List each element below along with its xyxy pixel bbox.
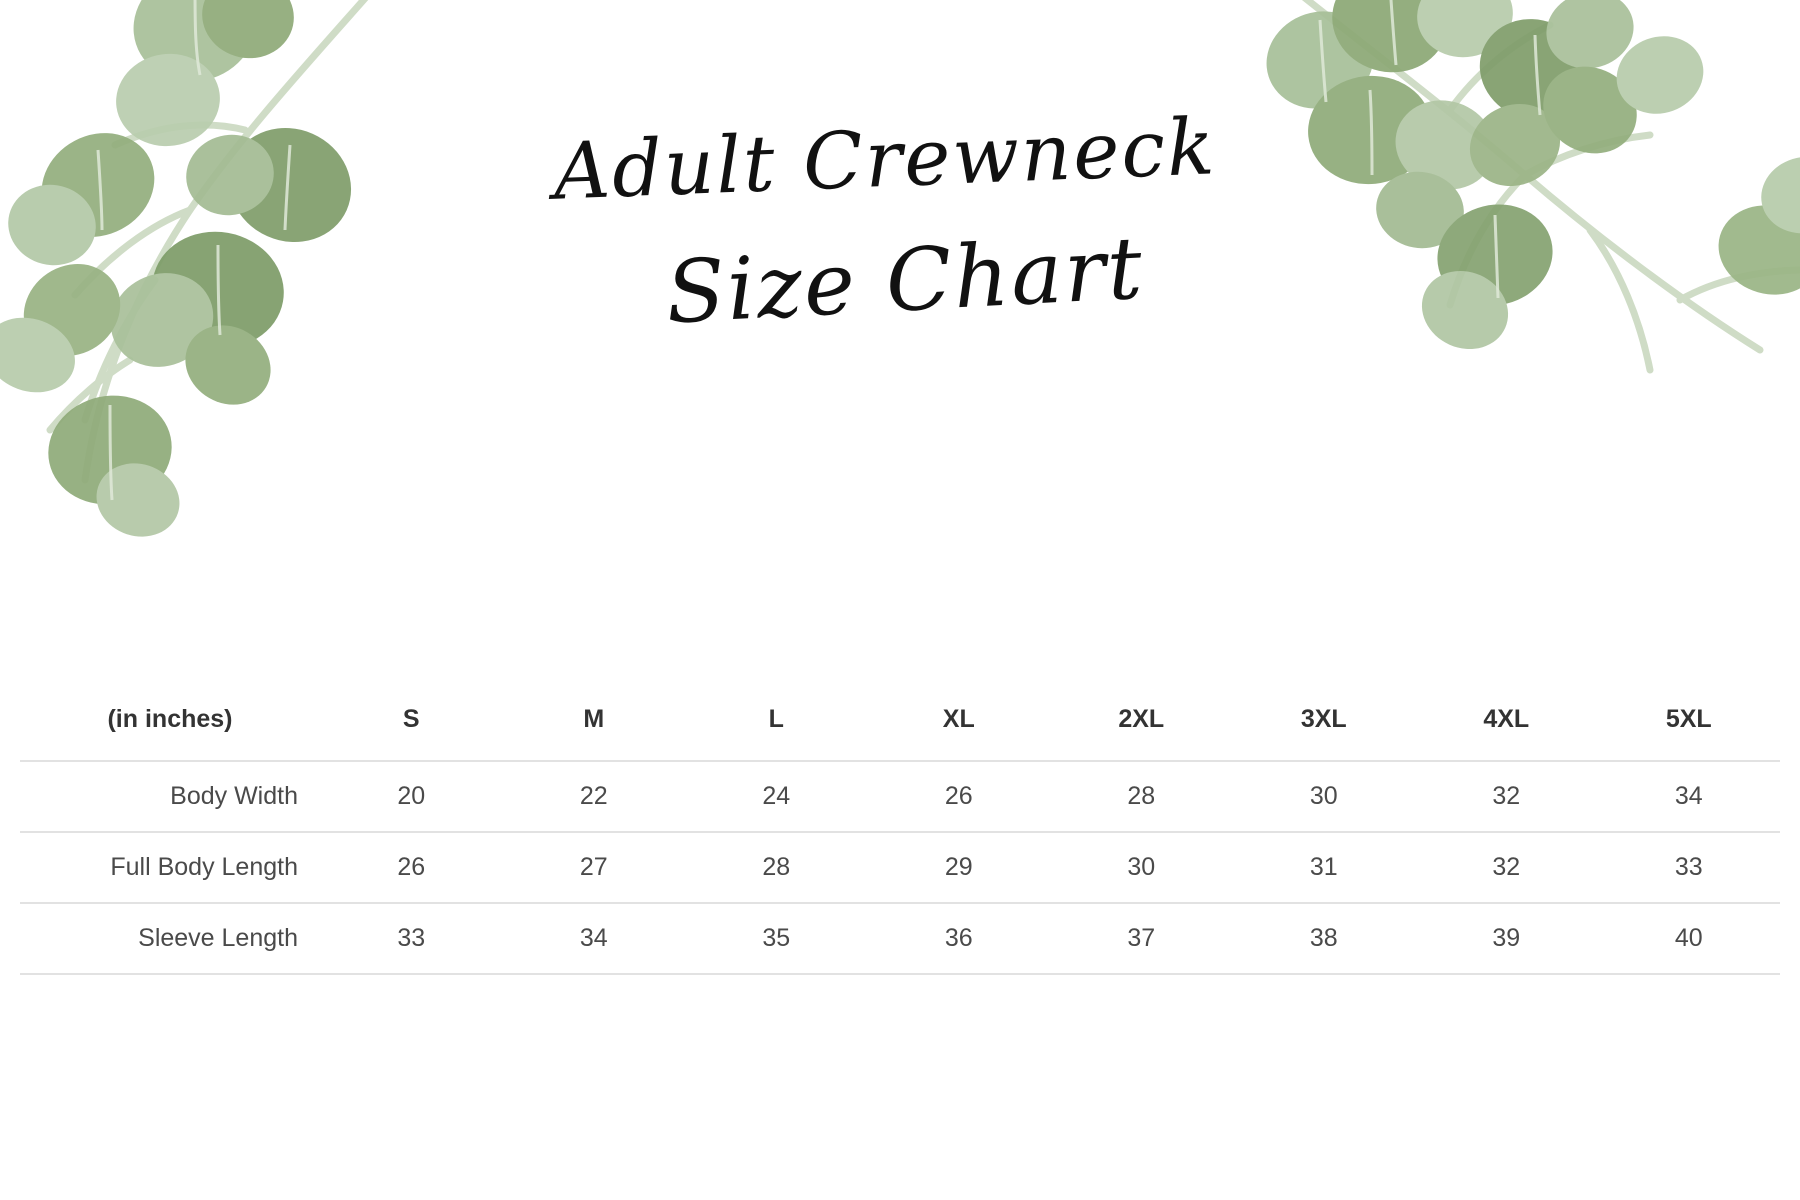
- size-header-m: M: [583, 704, 605, 733]
- cell-full-body-length-3xl: 31: [1309, 853, 1338, 881]
- cell-body-width-5xl: 34: [1674, 782, 1703, 810]
- table-row: [20, 761, 1780, 832]
- cell-full-body-length-m: 27: [579, 853, 608, 881]
- size-header-xl: XL: [942, 704, 975, 733]
- table-row: [20, 832, 1780, 903]
- cell-body-width-4xl: 32: [1492, 782, 1521, 810]
- cell-body-width-s: 20: [397, 782, 426, 810]
- cell-full-body-length-s: 26: [397, 853, 426, 881]
- cell-sleeve-length-5xl: 40: [1674, 924, 1703, 952]
- cell-full-body-length-2xl: 30: [1127, 853, 1156, 881]
- size-chart-table-wrapper: [20, 690, 1780, 975]
- table-row: [20, 903, 1780, 974]
- cell-full-body-length-4xl: 32: [1492, 853, 1521, 881]
- cell-sleeve-length-m: 34: [579, 924, 608, 952]
- size-chart-table: [20, 690, 1780, 975]
- size-header-l: L: [768, 704, 784, 733]
- size-header-s: S: [402, 704, 420, 733]
- cell-full-body-length-xl: 29: [944, 853, 973, 881]
- cell-sleeve-length-l: 35: [762, 924, 791, 952]
- cell-full-body-length-l: 28: [762, 853, 791, 881]
- title-line-1: Adult Crewneck: [552, 102, 1218, 218]
- cell-sleeve-length-3xl: 38: [1309, 924, 1338, 952]
- table-body: [20, 761, 1780, 974]
- cell-sleeve-length-s: 33: [397, 924, 426, 952]
- row-label-sleeve-length: Sleeve Length: [138, 924, 298, 952]
- cell-body-width-3xl: 30: [1309, 782, 1338, 810]
- row-label-full-body-length: Full Body Length: [110, 853, 298, 881]
- cell-body-width-m: 22: [579, 782, 608, 810]
- unit-header: (in inches): [107, 704, 233, 733]
- cell-sleeve-length-4xl: 39: [1492, 924, 1521, 952]
- size-header-2xl: 2XL: [1118, 704, 1165, 733]
- cell-body-width-2xl: 28: [1127, 782, 1156, 810]
- row-label-body-width: Body Width: [170, 782, 298, 810]
- cell-sleeve-length-2xl: 37: [1127, 924, 1156, 952]
- table-header: [20, 690, 1780, 761]
- page-title: [0, 102, 1800, 344]
- table-header-row: [20, 690, 1780, 761]
- size-header-5xl: 5XL: [1665, 704, 1712, 733]
- size-header-3xl: 3XL: [1300, 704, 1347, 733]
- cell-body-width-l: 24: [762, 782, 791, 810]
- title-line-2: Size Chart: [663, 218, 1147, 344]
- cell-full-body-length-5xl: 33: [1674, 853, 1703, 881]
- cell-body-width-xl: 26: [944, 782, 973, 810]
- cell-sleeve-length-xl: 36: [944, 924, 973, 952]
- size-header-4xl: 4XL: [1483, 704, 1530, 733]
